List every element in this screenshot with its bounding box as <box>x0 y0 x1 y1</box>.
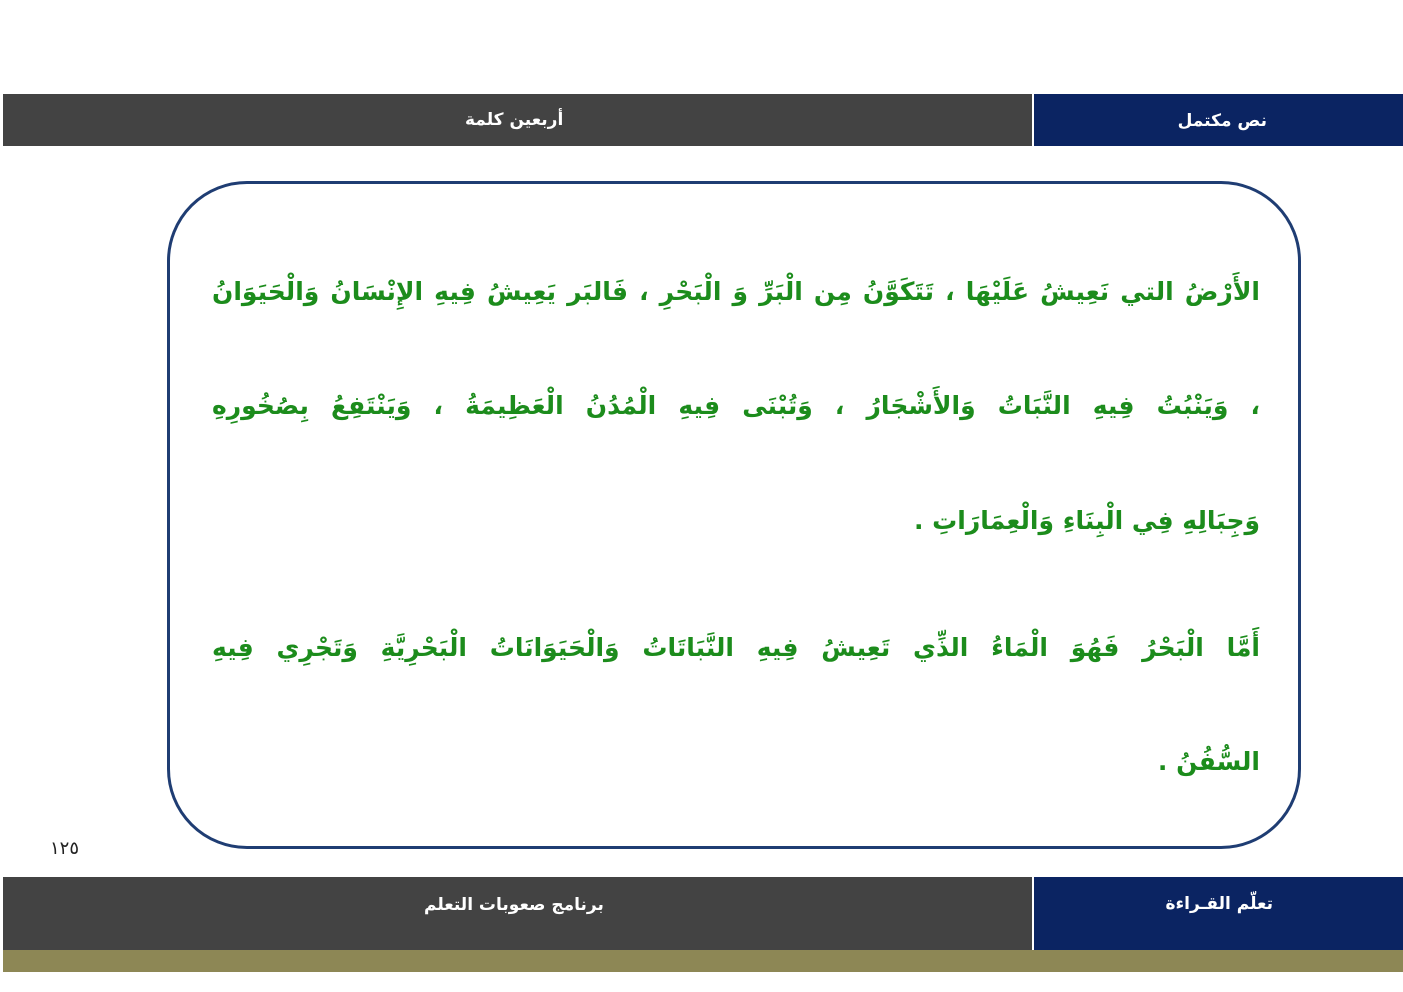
footer-gray-panel <box>3 877 1032 950</box>
program-label: برنامج صعوبات التعلم <box>424 895 604 915</box>
page-number: ١٢٥ <box>50 838 80 859</box>
course-label: تعلّم القـراءة <box>1165 894 1273 914</box>
passage-line-4: أَمَّا الْبَحْرُ فَهُوَ الْمَاءُ الذِّي تَعِيشُ فِيهِ النَّبَاتَاتُ وَالْحَيَوَانَاتُ الْبَحْرِيَّةِ وَتَجْرِي فِيهِ <box>212 633 1260 662</box>
header-gray-panel <box>3 94 1032 146</box>
passage-line-3: وَجِبَالِهِ فِي الْبِنَاءِ وَالْعِمَارَاتِ . <box>913 506 1260 535</box>
bottom-footer-bar <box>3 877 1403 950</box>
passage-line-5: السُّفُنُ . <box>1157 747 1260 776</box>
word-count-label: أربعين كلمة <box>465 110 564 130</box>
top-header-bar <box>3 94 1403 146</box>
passage-line-1: الأَرْضُ التي نَعِيشُ عَلَيْهَا ، تَتَكَوَّنُ مِن الْبَرِّ وَ الْبَحْرِ ، فَالبَر يَعِيشُ فِيهِ الإِنْسَانُ وَالْحَيَوَانُ <box>212 277 1260 306</box>
footer-olive-strip <box>3 950 1403 972</box>
passage-line-2: ، وَيَنْبُتُ فِيهِ النَّبَاتُ وَالأَشْجَارُ ، وَتُبْنَى فِيهِ الْمُدُنُ الْعَظِيمَةُ ، وَيَنْتَفِعُ بِصُخُورِهِ <box>212 391 1260 420</box>
header-navy-panel <box>1032 94 1403 146</box>
footer-navy-panel <box>1032 877 1403 950</box>
section-label: نص مكتمل <box>1177 111 1267 131</box>
